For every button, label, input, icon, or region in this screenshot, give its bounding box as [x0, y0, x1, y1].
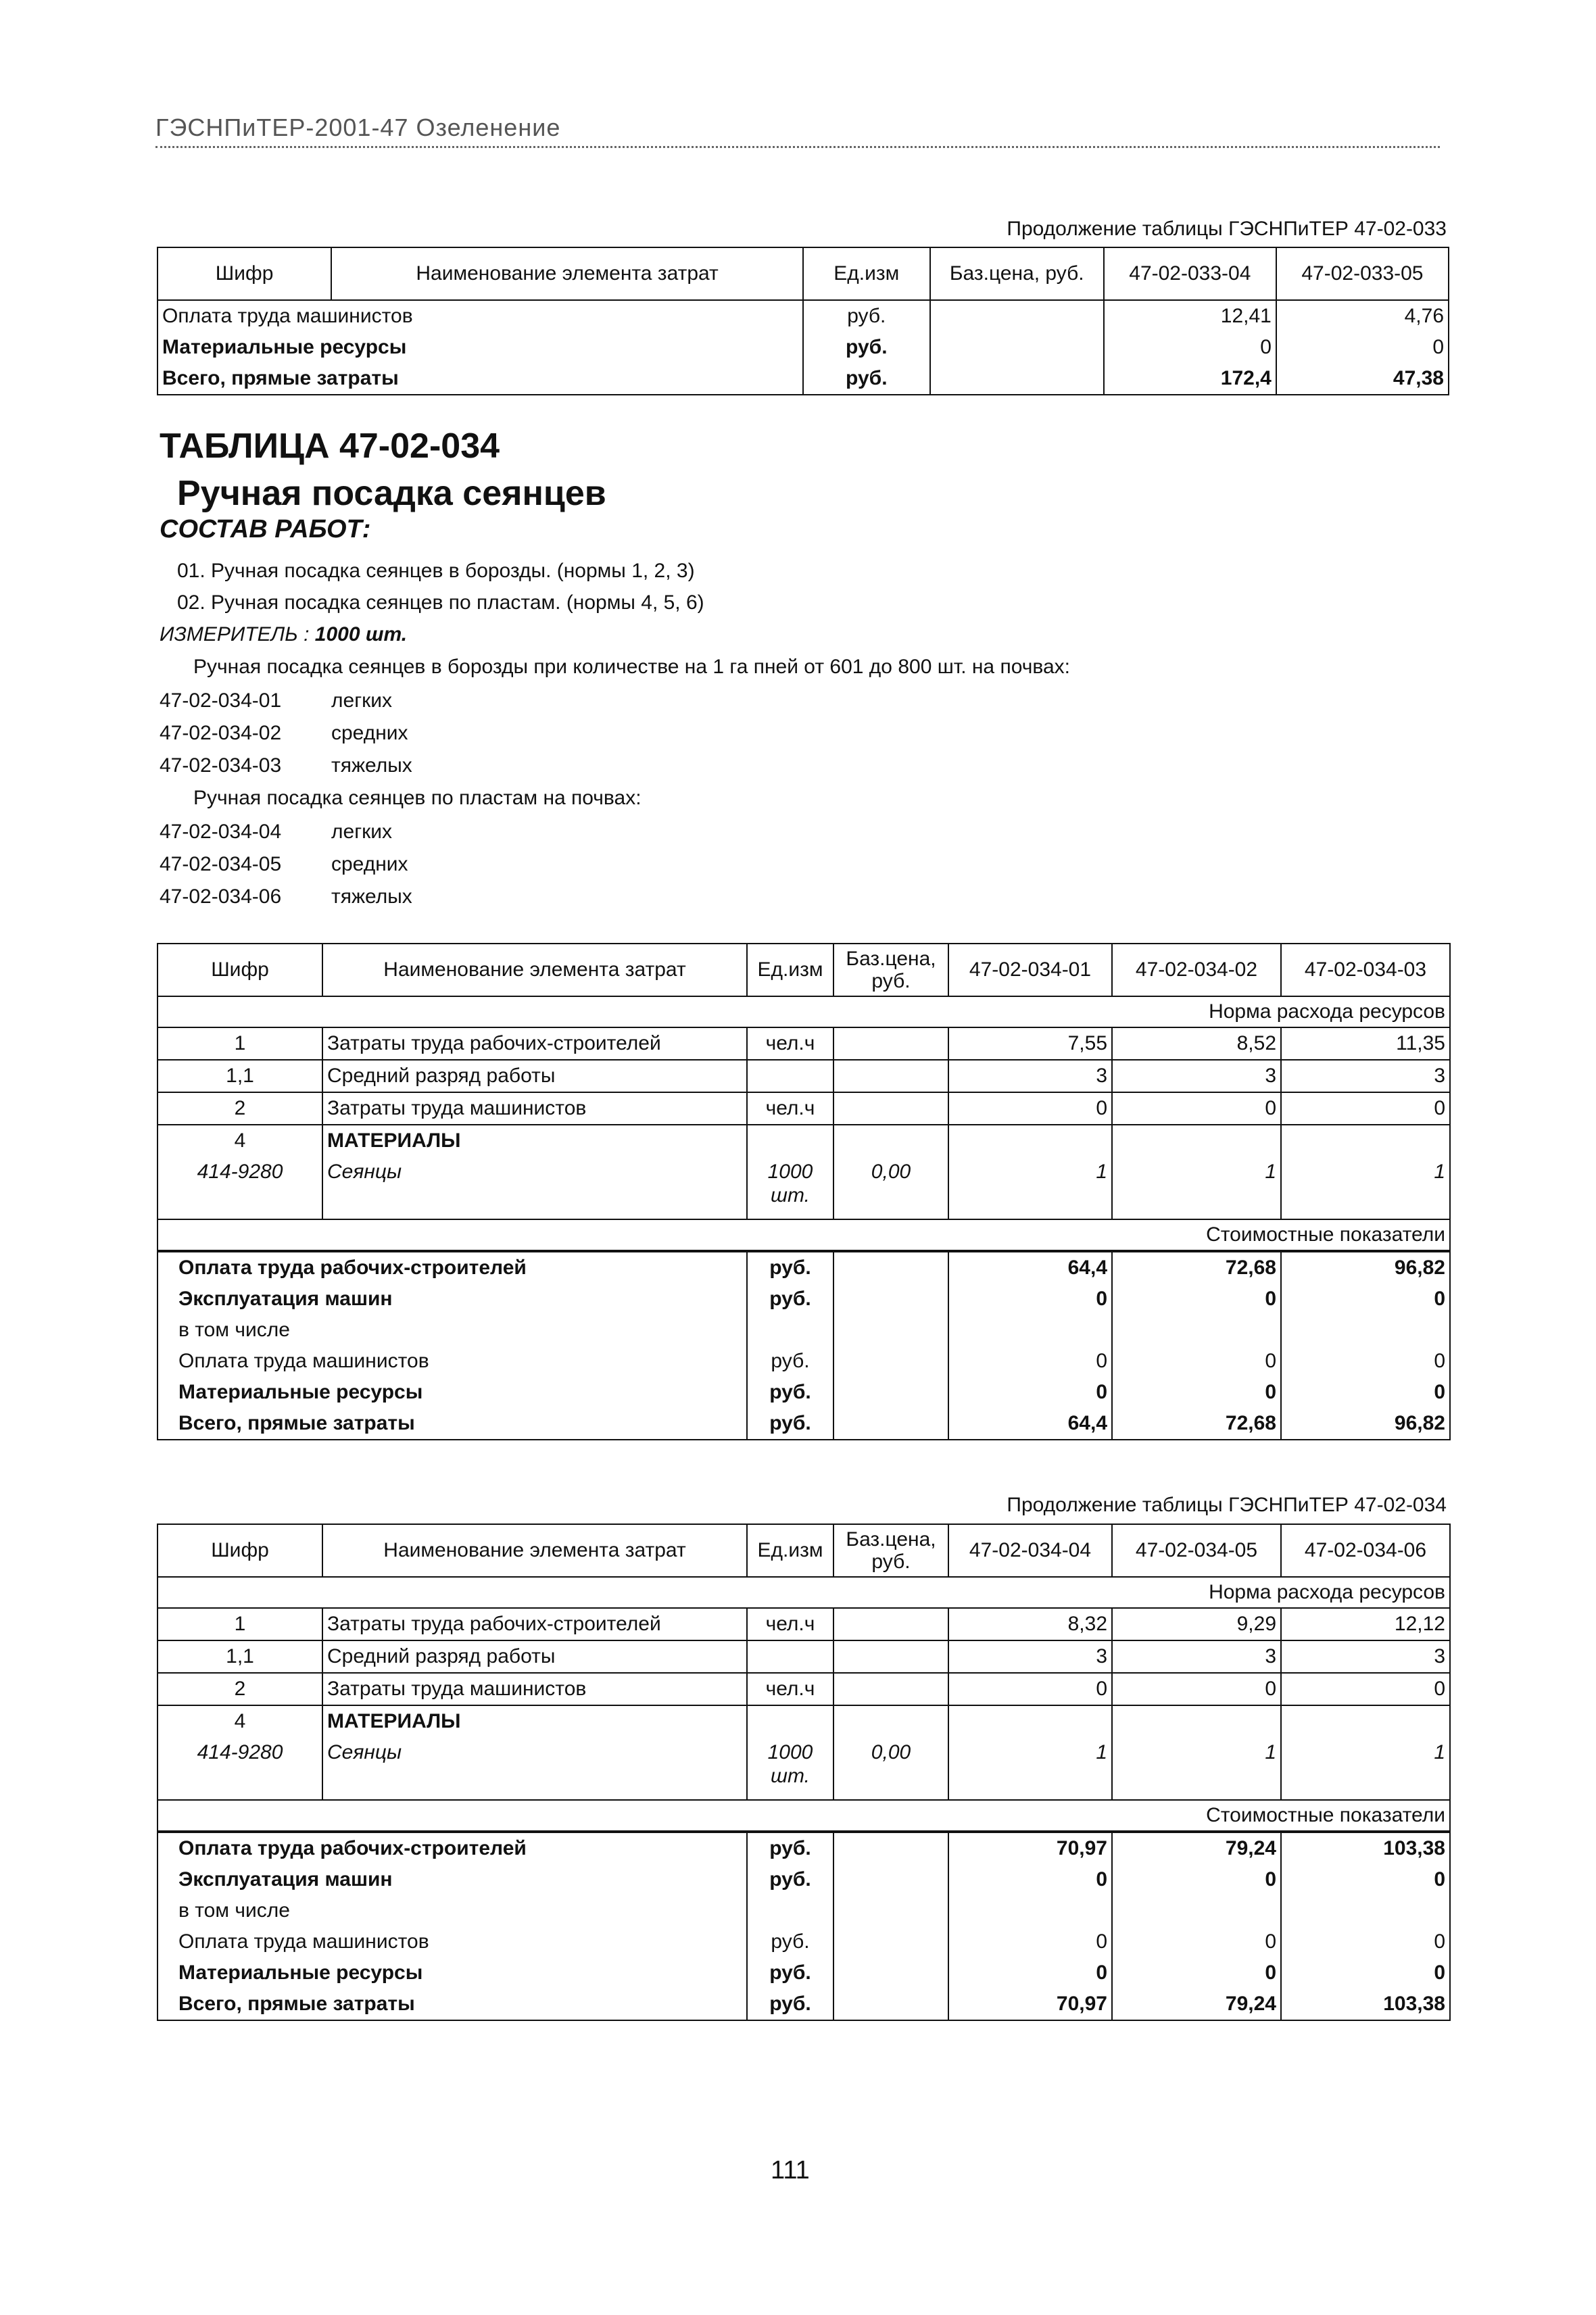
cost-section-label: Стоимостные показатели [158, 1219, 1450, 1251]
header-title: ГЭСНПиТЕР-2001-47 Озеленение [155, 114, 561, 141]
group-title: Ручная посадка сеянцев по пластам на почвах: [193, 787, 642, 809]
row-value: 72,68 [1112, 1251, 1281, 1284]
table-row [158, 300, 1449, 332]
row-value [1112, 1705, 1281, 1737]
row-name: Средний разряд работы [322, 1640, 747, 1673]
col-header-norm: 47-02-034-03 [1281, 944, 1450, 996]
col-header-code: Шифр [158, 944, 322, 996]
table2 [157, 943, 1451, 1440]
row-price [833, 1705, 948, 1737]
row-value: 70,97 [948, 1832, 1112, 1864]
norm-code: 47-02-034-05 [160, 853, 282, 875]
table-title: ТАБЛИЦА 47-02-034 [160, 427, 500, 466]
row-name: Оплата труда машинистов [158, 300, 803, 332]
row-value [948, 1125, 1112, 1156]
col-header-unit: Ед.изм [747, 944, 833, 996]
table-row [158, 1926, 1450, 1957]
table-row [158, 1608, 1450, 1640]
table1-continuation-note: Продолжение таблицы ГЭСНПиТЕР 47-02-033 [1007, 218, 1447, 240]
row-value: 64,4 [948, 1251, 1112, 1284]
table-row [158, 1377, 1450, 1408]
table-row [158, 1864, 1450, 1895]
measure-label: ИЗМЕРИТЕЛЬ : [160, 623, 315, 645]
row-name: Материальные ресурсы [158, 332, 803, 363]
material-name: Сеянцы [322, 1156, 747, 1219]
cost-name: Эксплуатация машин [158, 1864, 747, 1895]
row-value: 0 [1112, 1377, 1281, 1408]
cost-name: Оплата труда машинистов [158, 1926, 747, 1957]
table-subtitle: Ручная посадка сеянцев [177, 474, 606, 513]
col-header-norm: 47-02-034-02 [1112, 944, 1281, 996]
table-row [158, 1060, 1450, 1092]
row-value: 79,24 [1112, 1989, 1281, 2020]
row-value: 8,32 [948, 1608, 1112, 1640]
col-header-unit: Ед.изм [803, 247, 930, 300]
cost-unit: руб. [747, 1864, 833, 1895]
table1-header-row [158, 247, 1449, 300]
row-price [930, 363, 1104, 395]
row-value: 72,68 [1112, 1408, 1281, 1440]
row-value: 0 [1276, 332, 1449, 363]
row-value: 0 [1281, 1377, 1450, 1408]
material-row [158, 1737, 1450, 1800]
table-row [158, 1092, 1450, 1125]
table-row [158, 1315, 1450, 1346]
norm-code: 47-02-034-04 [160, 821, 282, 843]
col-header-name: Наименование элемента затрат [322, 1524, 747, 1577]
row-price [930, 332, 1104, 363]
table-row [158, 1027, 1450, 1060]
row-value: 47,38 [1276, 363, 1449, 395]
cost-name: Оплата труда рабочих-строителей [158, 1832, 747, 1864]
cost-name: в том числе [158, 1895, 747, 1926]
material-price: 0,00 [833, 1156, 948, 1219]
soil-type: тяжелых [331, 885, 412, 908]
row-value: 103,38 [1281, 1832, 1450, 1864]
material-price: 0,00 [833, 1737, 948, 1800]
row-value [948, 1895, 1112, 1926]
row-name: Средний разряд работы [322, 1060, 747, 1092]
row-value: 0 [1281, 1673, 1450, 1705]
soil-type: легких [331, 821, 393, 843]
cost-price [833, 1989, 948, 2020]
cost-price [833, 1284, 948, 1315]
row-value: 0 [1112, 1926, 1281, 1957]
material-unit: 1000 шт. [747, 1737, 833, 1800]
table1 [157, 247, 1449, 395]
cost-unit: руб. [747, 1251, 833, 1284]
row-price [833, 1673, 948, 1705]
table-row [158, 1346, 1450, 1377]
row-value: 0 [1281, 1926, 1450, 1957]
col-header-price: Баз.цена, руб. [930, 247, 1104, 300]
cost-price [833, 1377, 948, 1408]
row-value: 3 [1112, 1640, 1281, 1673]
col-header-code: Шифр [158, 247, 331, 300]
cost-unit: руб. [747, 1284, 833, 1315]
row-value: 96,82 [1281, 1251, 1450, 1284]
row-unit [747, 1705, 833, 1737]
row-code: 1,1 [158, 1060, 322, 1092]
table-row [158, 363, 1449, 395]
row-code: 4 [158, 1125, 322, 1156]
row-unit: чел.ч [747, 1673, 833, 1705]
row-unit: руб. [803, 363, 930, 395]
table-row [158, 1989, 1450, 2020]
cost-unit: руб. [747, 1957, 833, 1989]
row-value: 70,97 [948, 1989, 1112, 2020]
row-unit [747, 1060, 833, 1092]
soil-type: тяжелых [331, 754, 412, 777]
row-value: 0 [1281, 1284, 1450, 1315]
table-row [158, 1125, 1450, 1156]
table-row [158, 1251, 1450, 1284]
cost-price [833, 1315, 948, 1346]
material-code: 414-9280 [158, 1737, 322, 1800]
row-value: 172,4 [1104, 363, 1276, 395]
row-value: 64,4 [948, 1408, 1112, 1440]
row-unit [747, 1125, 833, 1156]
row-value: 3 [948, 1640, 1112, 1673]
cost-price [833, 1408, 948, 1440]
cost-section-row [158, 1219, 1450, 1251]
cost-unit: руб. [747, 1377, 833, 1408]
row-value: 0 [1112, 1092, 1281, 1125]
row-price [833, 1027, 948, 1060]
row-value: 0 [948, 1377, 1112, 1408]
table-row [158, 332, 1449, 363]
table3-header-row [158, 1524, 1450, 1577]
col-header-norm: 47-02-034-04 [948, 1524, 1112, 1577]
table-row [158, 1284, 1450, 1315]
row-value: 9,29 [1112, 1608, 1281, 1640]
work-item: 01. Ручная посадка сеянцев в борозды. (нормы 1, 2, 3) [177, 560, 695, 582]
row-code: 2 [158, 1673, 322, 1705]
row-code: 4 [158, 1705, 322, 1737]
row-value: 3 [1281, 1640, 1450, 1673]
row-value: 11,35 [1281, 1027, 1450, 1060]
col-header-price: Баз.цена, руб. [833, 944, 948, 996]
col-header-norm: 47-02-033-04 [1104, 247, 1276, 300]
table-row [158, 1640, 1450, 1673]
row-value: 0 [1281, 1346, 1450, 1377]
cost-section-label: Стоимостные показатели [158, 1800, 1450, 1832]
table3 [157, 1524, 1451, 2021]
cost-price [833, 1864, 948, 1895]
col-header-norm: 47-02-033-05 [1276, 247, 1449, 300]
norm-code: 47-02-034-02 [160, 722, 282, 744]
row-unit: руб. [803, 332, 930, 363]
row-value: 12,12 [1281, 1608, 1450, 1640]
norm-section-row [158, 996, 1450, 1027]
row-name: Всего, прямые затраты [158, 363, 803, 395]
soil-type: средних [331, 722, 408, 744]
row-value: 0 [1281, 1864, 1450, 1895]
cost-price [833, 1895, 948, 1926]
row-code: 1 [158, 1608, 322, 1640]
row-value: 1 [1112, 1737, 1281, 1800]
row-price [833, 1092, 948, 1125]
table-row [158, 1957, 1450, 1989]
material-code: 414-9280 [158, 1156, 322, 1219]
row-value: 79,24 [1112, 1832, 1281, 1864]
col-header-price: Баз.цена, руб. [833, 1524, 948, 1577]
row-value: 1 [1112, 1156, 1281, 1219]
row-value: 1 [1281, 1737, 1450, 1800]
row-value [1112, 1895, 1281, 1926]
row-unit: руб. [803, 300, 930, 332]
table-row [158, 1408, 1450, 1440]
cost-name: Оплата труда машинистов [158, 1346, 747, 1377]
row-value: 1 [948, 1737, 1112, 1800]
row-code: 1 [158, 1027, 322, 1060]
row-value: 103,38 [1281, 1989, 1450, 2020]
row-name: МАТЕРИАЛЫ [322, 1705, 747, 1737]
row-price [833, 1060, 948, 1092]
row-value [1281, 1895, 1450, 1926]
row-value: 4,76 [1276, 300, 1449, 332]
row-value: 0 [948, 1346, 1112, 1377]
norm-code: 47-02-034-01 [160, 689, 282, 712]
row-value: 0 [948, 1284, 1112, 1315]
row-value: 0 [1112, 1673, 1281, 1705]
row-value: 0 [948, 1957, 1112, 1989]
col-header-code: Шифр [158, 1524, 322, 1577]
cost-name: Оплата труда рабочих-строителей [158, 1251, 747, 1284]
row-value: 0 [948, 1673, 1112, 1705]
table3-continuation-note: Продолжение таблицы ГЭСНПиТЕР 47-02-034 [1007, 1494, 1447, 1516]
col-header-norm: 47-02-034-06 [1281, 1524, 1450, 1577]
cost-price [833, 1346, 948, 1377]
work-item: 02. Ручная посадка сеянцев по пластам. (нормы 4, 5, 6) [177, 591, 704, 614]
row-price [833, 1125, 948, 1156]
col-header-name: Наименование элемента затрат [322, 944, 747, 996]
cost-unit [747, 1895, 833, 1926]
table2-header-row [158, 944, 1450, 996]
row-unit [747, 1640, 833, 1673]
row-value: 0 [948, 1092, 1112, 1125]
row-value [1112, 1315, 1281, 1346]
col-header-norm: 47-02-034-01 [948, 944, 1112, 996]
row-value [1281, 1705, 1450, 1737]
row-value: 0 [1112, 1864, 1281, 1895]
row-price [930, 300, 1104, 332]
row-value: 0 [1112, 1957, 1281, 1989]
cost-section-row [158, 1800, 1450, 1832]
running-header [155, 114, 1440, 148]
cost-name: Всего, прямые затраты [158, 1408, 747, 1440]
row-value: 8,52 [1112, 1027, 1281, 1060]
material-name: Сеянцы [322, 1737, 747, 1800]
cost-price [833, 1832, 948, 1864]
row-code: 2 [158, 1092, 322, 1125]
cost-unit: руб. [747, 1989, 833, 2020]
cost-name: Эксплуатация машин [158, 1284, 747, 1315]
row-name: Затраты труда машинистов [322, 1092, 747, 1125]
cost-name: Всего, прямые затраты [158, 1989, 747, 2020]
row-value: 1 [1281, 1156, 1450, 1219]
cost-price [833, 1957, 948, 1989]
norm-section-label: Норма расхода ресурсов [158, 996, 1450, 1027]
table-row [158, 1705, 1450, 1737]
cost-price [833, 1251, 948, 1284]
group-title: Ручная посадка сеянцев в борозды при количестве на 1 га пней от 601 до 800 шт. на почвах: [193, 656, 1070, 678]
material-row [158, 1156, 1450, 1219]
soil-type: легких [331, 689, 393, 712]
row-value: 3 [948, 1060, 1112, 1092]
soil-type: средних [331, 853, 408, 875]
row-value [1281, 1125, 1450, 1156]
row-value: 0 [1281, 1957, 1450, 1989]
cost-unit: руб. [747, 1346, 833, 1377]
measure-unit [160, 623, 407, 646]
row-name: МАТЕРИАЛЫ [322, 1125, 747, 1156]
table-row [158, 1673, 1450, 1705]
row-price [833, 1608, 948, 1640]
row-value: 3 [1281, 1060, 1450, 1092]
norm-code: 47-02-034-06 [160, 885, 282, 908]
row-value [948, 1315, 1112, 1346]
cost-unit: руб. [747, 1832, 833, 1864]
row-name: Затраты труда рабочих-строителей [322, 1608, 747, 1640]
row-value [1281, 1315, 1450, 1346]
row-value: 3 [1112, 1060, 1281, 1092]
cost-unit: руб. [747, 1408, 833, 1440]
page-number: 111 [771, 2156, 810, 2185]
row-value: 1 [948, 1156, 1112, 1219]
row-value: 0 [1104, 332, 1276, 363]
table-row [158, 1895, 1450, 1926]
cost-unit [747, 1315, 833, 1346]
work-composition-heading: СОСТАВ РАБОТ: [160, 515, 371, 543]
row-value: 0 [948, 1926, 1112, 1957]
table-row [158, 1832, 1450, 1864]
row-name: Затраты труда рабочих-строителей [322, 1027, 747, 1060]
cost-name: в том числе [158, 1315, 747, 1346]
row-price [833, 1640, 948, 1673]
row-value [948, 1705, 1112, 1737]
cost-price [833, 1926, 948, 1957]
norm-section-label: Норма расхода ресурсов [158, 1577, 1450, 1608]
row-value: 12,41 [1104, 300, 1276, 332]
col-header-name: Наименование элемента затрат [331, 247, 803, 300]
row-value: 96,82 [1281, 1408, 1450, 1440]
cost-name: Материальные ресурсы [158, 1957, 747, 1989]
row-value: 0 [948, 1864, 1112, 1895]
row-name: Затраты труда машинистов [322, 1673, 747, 1705]
col-header-norm: 47-02-034-05 [1112, 1524, 1281, 1577]
measure-value: 1000 шт. [314, 623, 408, 645]
row-value: 0 [1112, 1346, 1281, 1377]
cost-name: Материальные ресурсы [158, 1377, 747, 1408]
cost-unit: руб. [747, 1926, 833, 1957]
material-unit: 1000 шт. [747, 1156, 833, 1219]
row-value: 0 [1281, 1092, 1450, 1125]
norm-code: 47-02-034-03 [160, 754, 282, 777]
row-value [1112, 1125, 1281, 1156]
row-unit: чел.ч [747, 1608, 833, 1640]
row-unit: чел.ч [747, 1027, 833, 1060]
row-value: 7,55 [948, 1027, 1112, 1060]
row-code: 1,1 [158, 1640, 322, 1673]
row-unit: чел.ч [747, 1092, 833, 1125]
col-header-unit: Ед.изм [747, 1524, 833, 1577]
norm-section-row [158, 1577, 1450, 1608]
row-value: 0 [1112, 1284, 1281, 1315]
